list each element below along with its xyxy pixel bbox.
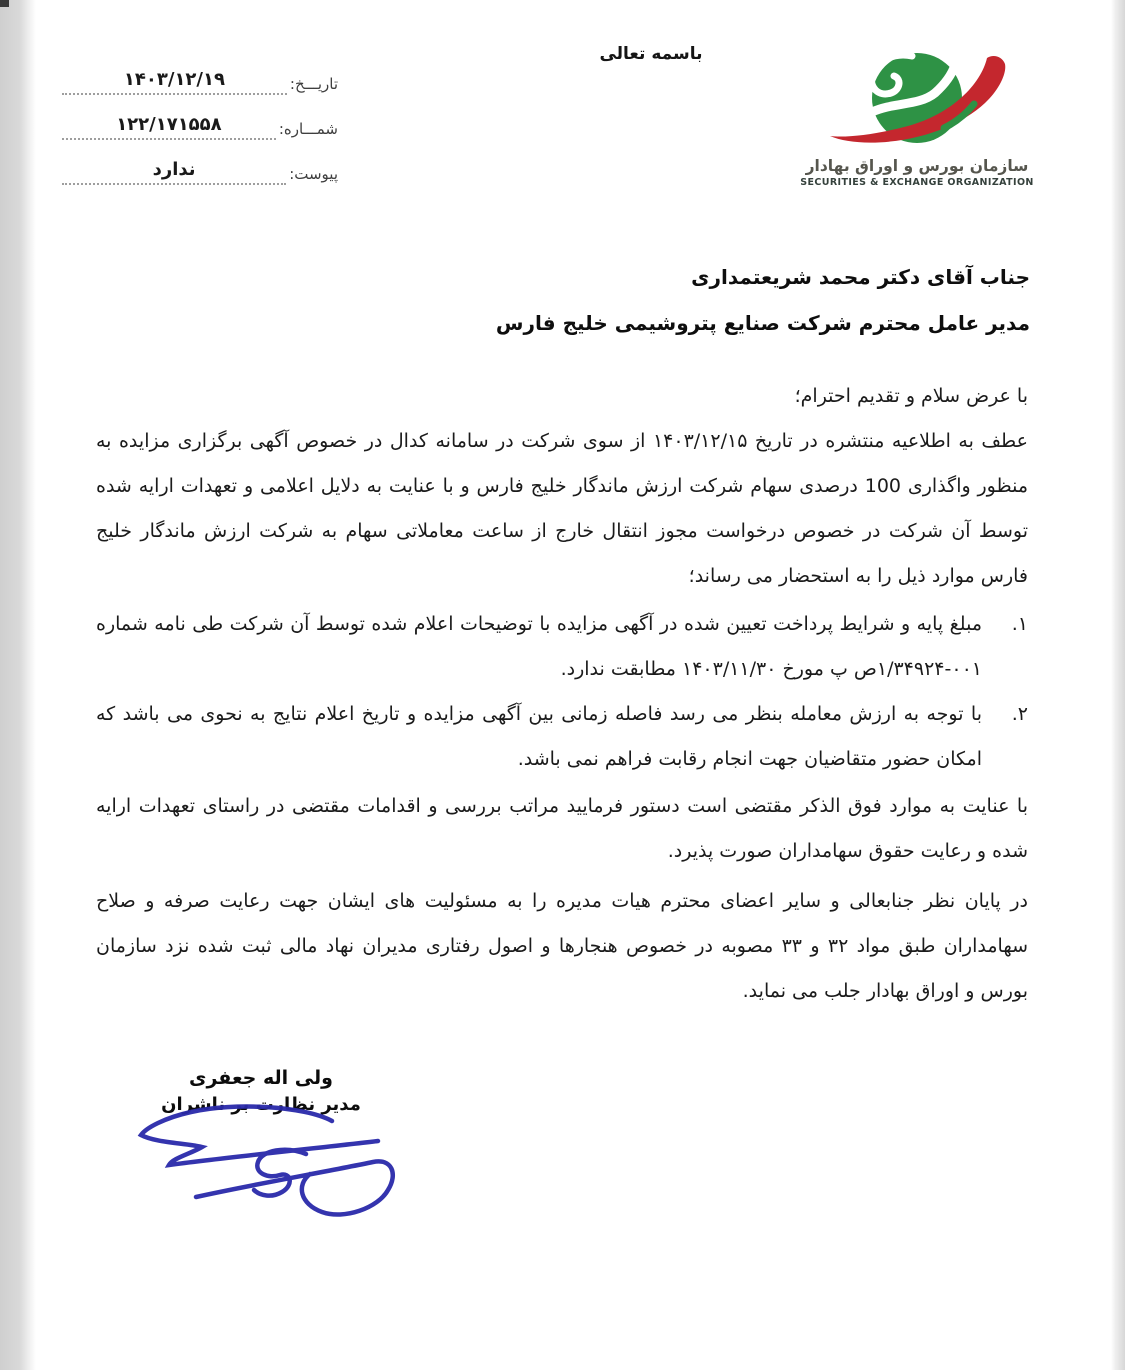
number-value: ۱۲۲/۱۷۱۵۵۸: [62, 114, 276, 140]
recipient-title: مدیر عامل محترم شرکت صنایع پتروشیمی خلیج فارس: [495, 311, 1030, 335]
bismillah-heading: باسمه تعالی: [599, 44, 703, 64]
greeting-line: با عرض سلام و تقدیم احترام؛: [794, 385, 1028, 407]
attachment-label: پیوست:: [289, 165, 338, 183]
recipient-block: [496, 254, 1030, 346]
number-label: شمـــاره:: [278, 120, 338, 138]
number-field-row: [62, 105, 338, 140]
recipient-name: جناب آقای دکتر محمد شریعتمداری: [691, 265, 1030, 289]
closing-paragraph: در پایان نظر جنابعالی و سایر اعضای محترم هیات مدیره را به مسئولیت های ایشان جهت رعایت صرفه و صلاح سهامداران طبق مواد ۳۲ و ۳۳ مصوبه در خصوص هنجارها و اصول رفتاری مدیران نهاد مالی ثبت شده نزد سازمان بورس و اوراق بهادار جلب می نماید.: [96, 890, 1028, 1002]
list-item-text: با توجه به ارزش معامله بنظر می رسد فاصله زمانی بین آگهی مزایده و تاریخ اعلام نتایج به نحوی می باشد که امکان حضور متقاضیان جهت انجام رقابت فراهم نمی باشد.: [96, 703, 982, 770]
organization-name-farsi: سازمان بورس و اوراق بهادار: [805, 157, 1029, 175]
attachment-value: ندارد: [62, 159, 286, 185]
attachment-field-row: [62, 150, 338, 185]
list-item: [96, 602, 1028, 692]
numbered-list: [96, 602, 1028, 782]
signatory-title: مدیر نظارت بر ناشران: [161, 1094, 361, 1115]
scan-edge-right: [1111, 0, 1125, 1370]
signatory-name: ولی اله جعفری: [189, 1067, 333, 1089]
scan-edge-left: [0, 0, 36, 1370]
request-paragraph: با عنایت به موارد فوق الذکر مقتضی است دستور فرمایید مراتب بررسی و اقدامات مقتضی در راستای تعهدات ارایه شده و رعایت حقوق سهامداران صورت پذیرد.: [96, 795, 1028, 862]
opening-paragraph: عطف به اطلاعیه منتشره در تاریخ ۱۴۰۳/۱۲/۱۵ از سوی شرکت در سامانه کدال در خصوص آگهی برگزاری مزایده به منظور واگذاری 100 درصدی سهام شرکت ارزش ماندگار خلیج فارس و با عنایت به دلایل اعلامی و تعهدات ارایه شده توسط آن شرکت در خصوص درخواست مجوز انتقال خارج از ساعت معاملاتی سهام به شرکت ارزش ماندگار خلیج فارس موارد ذیل را به استحضار می رساند؛: [96, 430, 1028, 587]
date-value: ۱۴۰۳/۱۲/۱۹: [62, 69, 287, 95]
letter-header-fields: [62, 60, 338, 195]
date-label: تاریـــخ:: [289, 75, 338, 93]
list-item-number: ۱.: [1011, 613, 1028, 635]
letter-body: [96, 374, 1028, 1017]
organization-name-english: SECURITIES & EXCHANGE ORGANIZATION: [800, 177, 1034, 188]
list-item: [96, 692, 1028, 782]
handwritten-signature-icon: [106, 1086, 406, 1251]
date-field-row: [62, 60, 338, 95]
list-item-text: مبلغ پایه و شرایط پرداخت تعیین شده در آگهی مزایده با توضیحات اعلام شده توسط آن شرکت طی نامه شماره ۰۰۱-۱/۳۴۹۲۴ص پ مورخ ۱۴۰۳/۱۱/۳۰ مطابقت ندارد.: [96, 613, 982, 680]
scan-corner-mark: [0, 0, 9, 7]
organization-logo: [783, 44, 1051, 188]
list-item-number: ۲.: [1011, 703, 1028, 725]
globe-swoosh-icon: [822, 44, 1012, 156]
